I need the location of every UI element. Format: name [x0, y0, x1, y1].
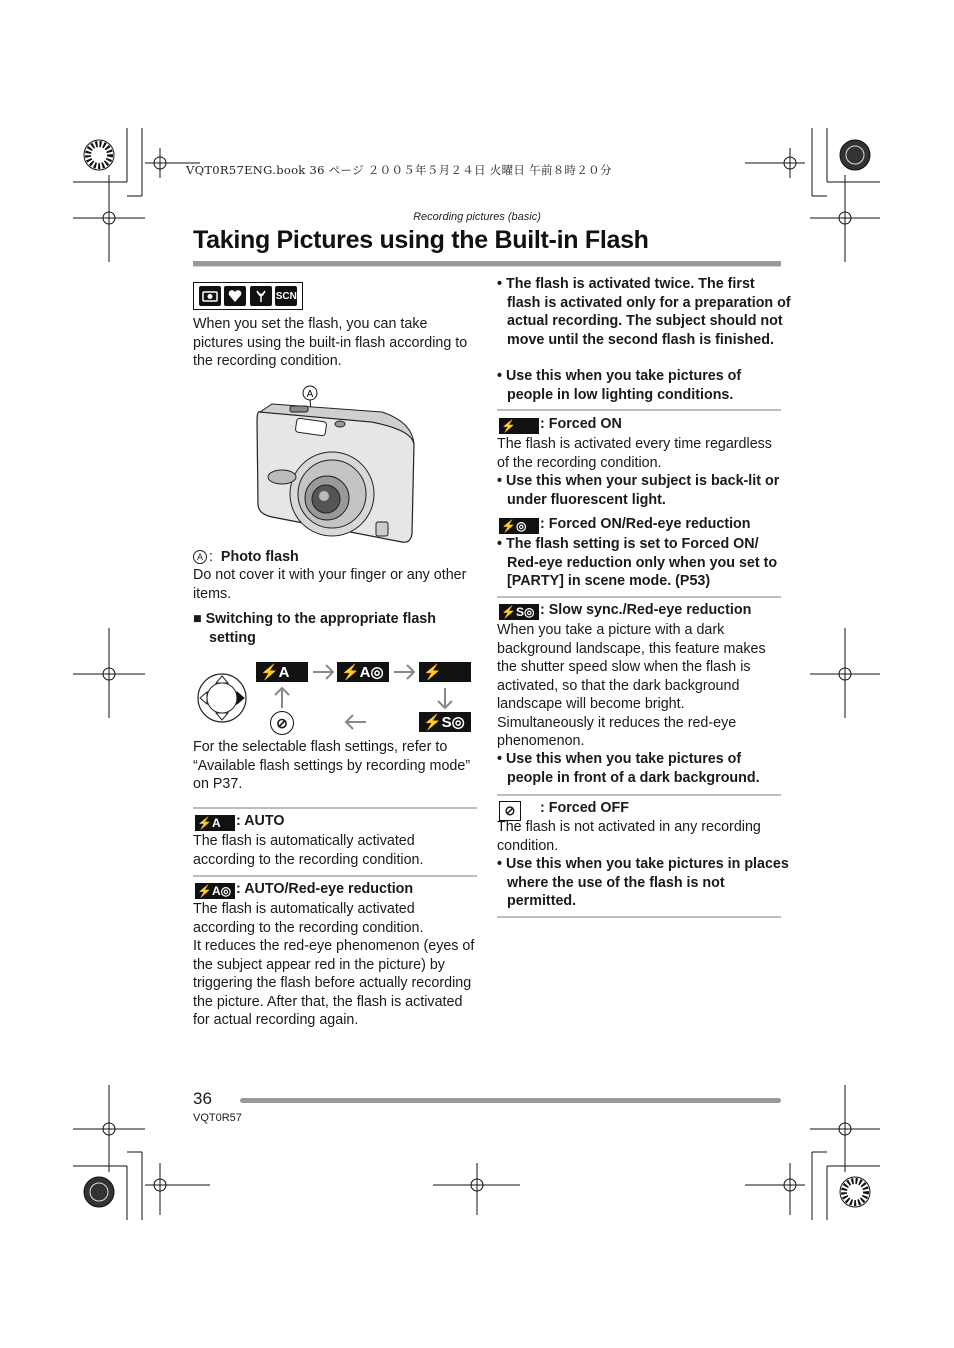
flash-auto-redeye-icon: ⚡A◎	[337, 662, 389, 682]
cursor-button-icon[interactable]	[196, 672, 248, 724]
camera-icon	[199, 286, 221, 306]
redeye-bullet-1: • The flash is activated twice. The first flash is activated only for a preparation of actual recording. The subject should not move until the second flash is finished.	[497, 276, 791, 348]
section-label: Recording pictures (basic)	[413, 211, 541, 223]
selectable-note: For the selectable flash settings, refer to “Available flash settings by recording mode” on P37.	[193, 739, 471, 792]
flash-auto-redeye-icon: ⚡A◎	[195, 883, 235, 899]
mode-forced-on-redeye-bullet: • The flash setting is set to Forced ON/ Red-eye reduction only when you set to [PARTY] in scene mode. (P53)	[497, 536, 778, 589]
divider	[497, 596, 781, 598]
mode-slow-sync-bullet: • Use this when you take pictures of people in front of a dark background.	[497, 751, 760, 786]
mode-auto-title: : AUTO	[236, 813, 285, 829]
mode-slow-sync-desc: When you take a picture with a dark background landscape, this feature makes the shutter speed slow when the flash is activated, so that the dark background landscape will become bright. Simultaneously it reduces the red-eye phenomenon.	[497, 622, 766, 749]
flash-off-icon: ⊘	[499, 801, 521, 821]
title-rule-shadow	[193, 266, 781, 267]
flash-off-icon: ⊘	[270, 711, 294, 735]
print-header: VQT0R57ENG.book 36 ページ ２００５年５月２４日 火曜日 午前８時２０分	[186, 163, 612, 177]
flash-auto-icon: ⚡A	[195, 815, 235, 831]
camera-illustration	[252, 382, 417, 547]
mode-forced-off-bullet: • Use this when you take pictures in places where the use of the flash is not permitted.	[497, 856, 789, 909]
flow-arrows	[256, 660, 476, 740]
divider	[193, 807, 477, 809]
redeye-bullet-2: • Use this when you take pictures of people in low lighting conditions.	[497, 368, 742, 403]
callout-description: Do not cover it with your finger or any other items.	[193, 567, 467, 602]
mode-auto-redeye-desc2: It reduces the red-eye phenomenon (eyes of the subject appear red in the picture) by triggering the flash before actually recording the picture. After that, the flash is activated for actual recording again.	[193, 938, 475, 1028]
mode-auto-redeye-title: : AUTO/Red-eye reduction	[236, 881, 414, 897]
flash-slow-sync-icon: ⚡S◎	[419, 712, 471, 732]
mode-forced-on-desc: The flash is activated every time regardless of the recording condition.	[497, 436, 772, 471]
divider	[497, 916, 781, 918]
mode-forced-off-title: : Forced OFF	[540, 800, 629, 816]
divider	[497, 794, 781, 796]
footer-rule	[240, 1098, 781, 1103]
scene-mode-icon: SCN	[275, 286, 297, 306]
flash-slow-sync-icon: ⚡S◎	[499, 604, 539, 620]
mode-auto-redeye-desc1: The flash is automatically activated according to the recording condition.	[193, 901, 424, 936]
mode-icons-box	[193, 282, 303, 310]
page-title: Taking Pictures using the Built-in Flash	[193, 226, 649, 254]
page-number: 36	[193, 1089, 212, 1108]
model-code: VQT0R57	[193, 1112, 242, 1124]
divider	[497, 409, 781, 411]
flash-auto-icon: ⚡A	[256, 662, 308, 682]
flash-forced-on-redeye-icon: ⚡◎	[499, 518, 539, 534]
mode-auto-desc: The flash is automatically activated according to the recording condition.	[193, 833, 424, 868]
divider	[193, 875, 477, 877]
mode-slow-sync-title: : Slow sync./Red-eye reduction	[540, 602, 752, 618]
heart-icon	[224, 286, 246, 306]
mode-forced-on-redeye-title: : Forced ON/Red-eye reduction	[540, 516, 751, 532]
intro-text: When you set the flash, you can take pictures using the built-in flash according to the recording condition.	[193, 316, 468, 369]
flash-forced-on-icon: ⚡	[419, 662, 471, 682]
switching-heading: ■ Switching to the appropriate flash setting	[193, 611, 436, 646]
callout-marker: A	[306, 389, 314, 400]
mode-forced-on-bullet: • Use this when your subject is back-lit or under fluorescent light.	[497, 473, 780, 508]
callout-label: A : Photo flash	[193, 548, 483, 567]
mode-forced-on-title: : Forced ON	[540, 416, 622, 432]
mode-forced-off-desc: The flash is not activated in any recording condition.	[497, 819, 761, 854]
callout-marker: A	[193, 550, 207, 564]
macro-icon	[250, 286, 272, 306]
flash-forced-on-icon: ⚡	[499, 418, 539, 434]
